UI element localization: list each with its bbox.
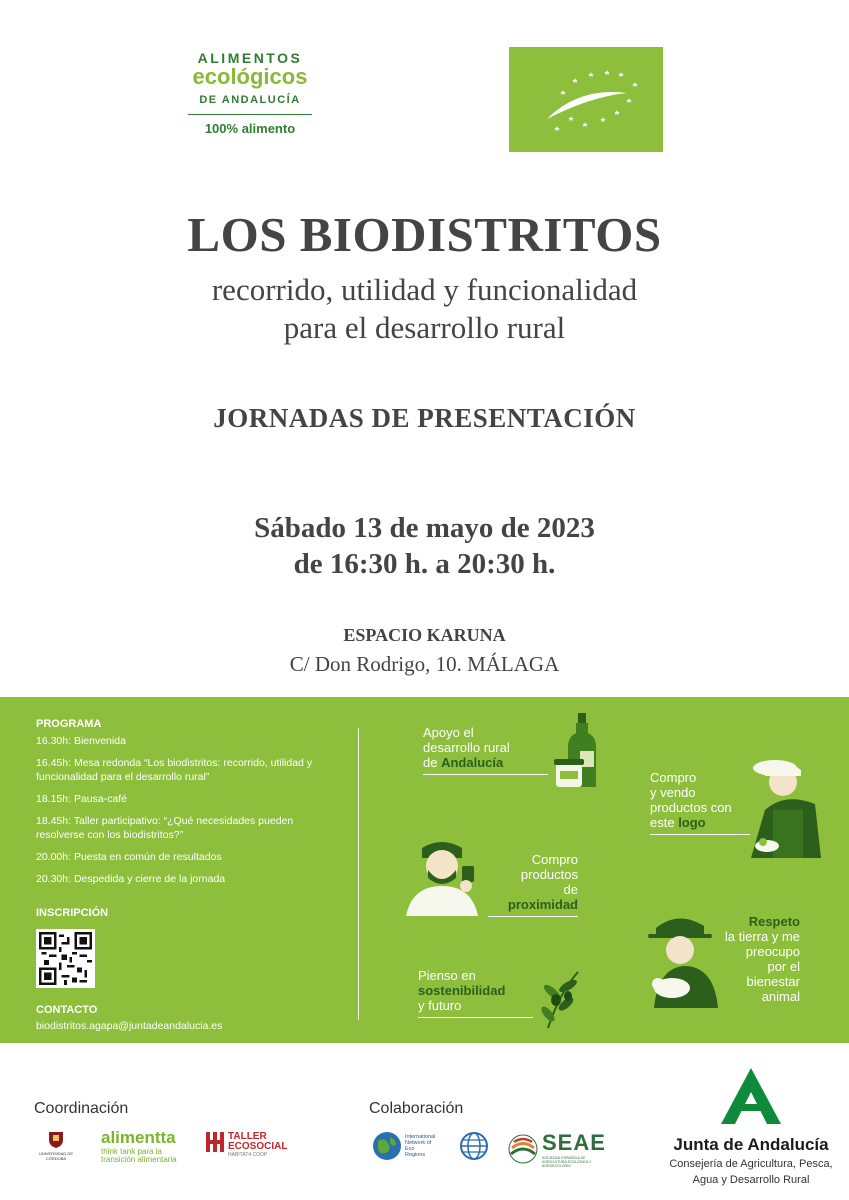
message-text: la tierra y me <box>724 929 800 944</box>
event-date: Sábado 13 de mayo de 2023 <box>254 512 595 544</box>
ineco-logo <box>372 1131 445 1161</box>
alimentta-logo <box>101 1128 177 1164</box>
junta-andalucia-logo <box>666 1066 836 1187</box>
message-text: por el <box>767 959 800 974</box>
inscripcion-heading: INSCRIPCIÓN <box>36 907 109 919</box>
seae-name: SEAE <box>542 1130 606 1155</box>
main-title: LOS BIODISTRITOS <box>187 207 662 262</box>
message-respect <box>718 914 800 1004</box>
band-divider <box>358 728 359 1020</box>
message-underline <box>650 834 750 835</box>
bearded-man-illustration <box>402 838 488 918</box>
event-time: de 16:30 h. a 20:30 h. <box>293 548 556 580</box>
ineco-text: Network of <box>405 1140 432 1146</box>
message-text: y vendo <box>650 785 696 800</box>
uco-crest-icon <box>47 1130 65 1148</box>
program-heading: PROGRAMA <box>36 718 102 730</box>
subtitle-line2: para el desarrollo rural <box>283 310 566 345</box>
uco-text: UNIVERSIDAD DE CÓRDOBA <box>38 1151 73 1161</box>
ineco-text: International <box>405 1134 436 1140</box>
junta-name: Junta de Andalucía <box>673 1135 829 1154</box>
message-text: desarrollo rural <box>423 740 510 755</box>
message-highlight: Respeto <box>748 914 800 929</box>
message-text: productos con <box>650 800 732 815</box>
message-sustainability <box>418 968 533 1018</box>
program-item: 18.45h: Taller participativo: “¿Qué necesidades pueden resolverse con los biodistritos?” <box>36 815 294 841</box>
program-item: 18.15h: Pausa-café <box>36 793 128 805</box>
program-item: 20.30h: Despedida y cierre de la jornada <box>36 873 226 885</box>
ineco-text: Regions <box>405 1152 426 1158</box>
message-underline <box>423 774 548 775</box>
message-text: Compro <box>531 852 578 867</box>
program-item: 20.00h: Puesta en común de resultados <box>36 851 222 863</box>
taller-name: ECOSOCIAL <box>228 1141 288 1152</box>
logo-divider <box>188 114 312 115</box>
logo-line1: ALIMENTOS <box>197 50 303 66</box>
taller-ecosocial-logo <box>206 1132 287 1158</box>
globe-icon <box>372 1131 402 1161</box>
message-rural-development <box>423 725 548 775</box>
consejeria-line2: Agua y Desarrollo Rural <box>692 1174 810 1186</box>
message-text: de <box>423 755 442 770</box>
message-highlight: Andalucía <box>441 755 504 770</box>
message-buy-sell-logo <box>650 770 750 835</box>
message-text: preocupo <box>745 944 800 959</box>
oil-bottle-jar-illustration <box>554 711 610 789</box>
logo-line2: ecológicos <box>192 64 308 89</box>
uco-logo <box>30 1130 82 1161</box>
alimentta-tagline: think tank para la <box>101 1147 162 1156</box>
seae-logo <box>508 1130 610 1168</box>
seae-field-icon <box>508 1134 538 1164</box>
program-item: 16.30h: Bienvenida <box>36 735 126 747</box>
message-text: este <box>650 815 679 830</box>
message-text: productos <box>520 867 578 882</box>
message-underline <box>488 916 578 917</box>
taller-ecosocial-icon <box>206 1132 224 1152</box>
farmer-woman-animal-illustration <box>638 912 724 1010</box>
shopper-woman-illustration <box>745 750 835 860</box>
message-highlight: proximidad <box>507 897 578 912</box>
alimentos-ecologicos-logo <box>188 50 312 136</box>
message-text: Pienso en <box>418 968 476 983</box>
alimentta-name: alimentta <box>101 1128 176 1147</box>
wireframe-globe-icon <box>459 1131 489 1161</box>
venue-address: C/ Don Rodrigo, 10. MÁLAGA <box>289 652 560 676</box>
message-underline <box>418 1017 533 1018</box>
logo-line4: 100% alimento <box>204 121 296 136</box>
message-proximity <box>488 852 578 917</box>
message-text: Apoyo el <box>423 725 474 740</box>
event-heading: JORNADAS DE PRESENTACIÓN <box>213 403 636 433</box>
alimentta-tagline: transición alimentaria <box>101 1155 177 1164</box>
venue-name: ESPACIO KARUNA <box>343 625 506 645</box>
contact-email[interactable]: biodistritos.agapa@juntadeandalucia.es <box>36 1020 223 1032</box>
colaboracion-label: Colaboración <box>369 1100 464 1117</box>
taller-sub: HABITAT4 COOP <box>228 1152 268 1158</box>
logo-line3: DE ANDALUCÍA <box>199 94 301 106</box>
eu-organic-leaf-icon <box>509 47 663 152</box>
taller-name: TALLER <box>228 1131 267 1142</box>
program-item: 16.45h: Mesa redonda “Los biodistritos: recorrido, utilidad y funcionalidad para el desarrollo rural” <box>36 757 313 783</box>
junta-mark-icon <box>711 1066 791 1126</box>
subtitle-line1: recorrido, utilidad y funcionalidad <box>211 272 638 307</box>
consejeria-line1: Consejería de Agricultura, Pesca, <box>669 1158 833 1170</box>
ineco-text: Eco <box>405 1146 415 1152</box>
message-text: bienestar <box>746 974 800 989</box>
message-text: de <box>563 882 578 897</box>
coordinacion-label: Coordinación <box>34 1100 129 1117</box>
registration-qr-code[interactable] <box>36 929 95 988</box>
message-text: animal <box>761 989 800 1004</box>
message-highlight: logo <box>678 815 706 830</box>
seae-sub: SOCIEDAD ESPAÑOLA DE AGRICULTURA ECOLÓGICA Y AGROECOLOGÍA <box>542 1156 592 1168</box>
message-text: Compro <box>650 770 697 785</box>
contacto-heading: CONTACTO <box>36 1004 98 1016</box>
olive-branch-illustration <box>538 968 586 1030</box>
message-text: y futuro <box>418 998 462 1013</box>
message-highlight: sostenibilidad <box>418 983 506 998</box>
program-list <box>36 718 336 894</box>
